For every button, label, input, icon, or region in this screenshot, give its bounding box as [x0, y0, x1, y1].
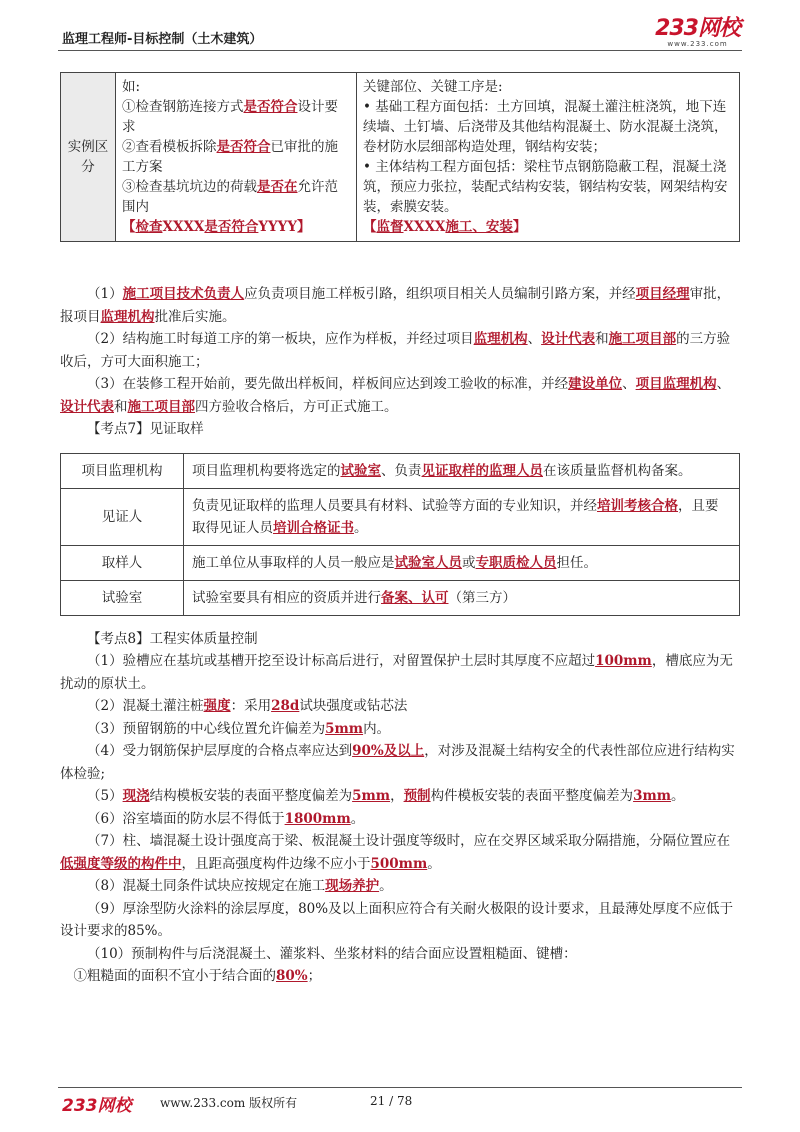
section-heading-kp7: 【考点7】见证取样 — [87, 421, 204, 437]
paragraph-3: （3）在装修工程开始前，要先做出样板间，样板间应达到竣工验收的标准，并经建设单位、项目监理机构、设计代表和施工项目部四方验收合格后，方可正式施工。 — [60, 376, 731, 415]
table-row — [61, 488, 740, 545]
example-label: 实例区分 — [61, 73, 116, 242]
row-value: 负责见证取样的监理人员要具有材料、试验等方面的专业知识，并经培训考核合格，且要取得见证人员培训合格证书。 — [184, 488, 740, 545]
item-10: （10）预制构件与后浇混凝土、灌浆料、坐浆材料的结合面应设置粗糙面、键槽： — [87, 945, 577, 962]
footer-logo: 233网校 — [62, 1096, 132, 1116]
row-key: 试验室 — [61, 580, 184, 615]
row-value: 试验室要具有相应的资质并进行备案、认可（第三方） — [184, 580, 740, 615]
witness-sampling-table — [60, 453, 740, 616]
item-9: （9）厚涂型防火涂料的涂层厚度，80%及以上面积应符合有关耐火极限的设计要求，且最薄处厚度不应低于设计要求的85%。 — [60, 900, 734, 939]
item-2: （2）混凝土灌注桩强度：采用28d试块强度或钻芯法 — [87, 698, 408, 714]
row-key: 项目监理机构 — [61, 453, 184, 488]
item-3: （3）预留钢筋的中心线位置允许偏差为5mm内。 — [87, 720, 391, 737]
row-key: 取样人 — [61, 545, 184, 580]
key-parts-formula: 【监督XXXX施工、安装】 — [363, 219, 527, 235]
footer-divider — [58, 1087, 742, 1088]
example-intro: 如: — [122, 79, 141, 95]
item-1: （1）验槽应在基坑或基槽开挖至设计标高后进行，对留置保护土层时其厚度不应超过100mm，槽底应为无扰动的原状土。 — [60, 653, 733, 692]
example-item-2: ②查看模板拆除是否符合已审批的施工方案 — [122, 139, 338, 175]
key-parts-foundation: • 基础工程方面包括：土方回填，混凝土灌注桩浇筑，地下连续墙、土钉墙、后浇带及其他结构混凝土、防水混凝土浇筑，卷材防水层细部构造处理，钢结构安装； — [363, 99, 728, 155]
item-7: （7）柱、墙混凝土设计强度高于梁、板混凝土设计强度等级时，应在交界区域采取分隔措施，分隔位置应在低强度等级的构件中，且距高强度构件边缘不应小于500mm。 — [60, 833, 731, 872]
row-value: 项目监理机构要将选定的试验室、负责见证取样的监理人员在该质量监督机构备案。 — [184, 453, 740, 488]
item-5: （5）现浇结构模板安装的表面平整度偏差为5mm，预制构件模板安装的表面平整度偏差为3mm。 — [87, 788, 685, 804]
logo-mark: 233网校 — [655, 16, 740, 41]
example-left-cell — [116, 73, 357, 242]
brand-logo — [655, 18, 740, 48]
row-value: 施工单位从事取样的人员一般应是试验室人员或专职质检人员担任。 — [184, 545, 740, 580]
example-right-cell — [357, 73, 740, 242]
header-divider — [58, 50, 742, 51]
page-number: 21 / 78 — [370, 1094, 413, 1108]
header-title: 监理工程师-目标控制（土木建筑） — [62, 32, 263, 47]
table-row — [61, 545, 740, 580]
example-item-3: ③检查基坑坑边的荷载是否在允许范围内 — [122, 179, 338, 215]
example-table — [60, 72, 740, 242]
row-key: 见证人 — [61, 488, 184, 545]
example-item-1: ①检查钢筋连接方式是否符合设计要求 — [122, 99, 338, 135]
key-parts-intro: 关键部位、关键工序是: — [363, 79, 503, 95]
item-6: （6）浴室墙面的防水层不得低于1800mm。 — [87, 810, 365, 827]
table-row — [61, 453, 740, 488]
paragraph-1: （1）施工项目技术负责人应负责项目施工样板引路，组织项目相关人员编制引路方案，并经项目经理审批，报项目监理机构批准后实施。 — [60, 286, 731, 325]
item-10-sub-1: ①粗糙面的面积不宜小于结合面的80%； — [73, 968, 322, 984]
item-8: （8）混凝土同条件试块应按规定在施工现场养护。 — [87, 878, 393, 894]
footer-copyright: www.233.com 版权所有 — [160, 1096, 298, 1110]
table-row — [61, 580, 740, 615]
section-heading-kp8: 【考点8】工程实体质量控制 — [87, 630, 258, 647]
key-parts-structure: • 主体结构工程方面包括：梁柱节点钢筋隐蔽工程，混凝土浇筑，预应力张拉，装配式结构安装，钢结构安装，网架结构安装，索膜安装。 — [363, 159, 728, 215]
example-formula: 【检查XXXX是否符合YYYY】 — [122, 219, 311, 235]
paragraph-2: （2）结构施工时每道工序的第一板块，应作为样板，并经过项目监理机构、设计代表和施工项目部的三方验收后，方可大面积施工； — [60, 331, 731, 370]
content-body — [60, 283, 740, 988]
item-4: （4）受力钢筋保护层厚度的合格点率应达到90%及以上，对涉及混凝土结构安全的代表性部位应进行结构实体检验; — [60, 743, 735, 782]
logo-url: www.233.com — [667, 40, 728, 48]
